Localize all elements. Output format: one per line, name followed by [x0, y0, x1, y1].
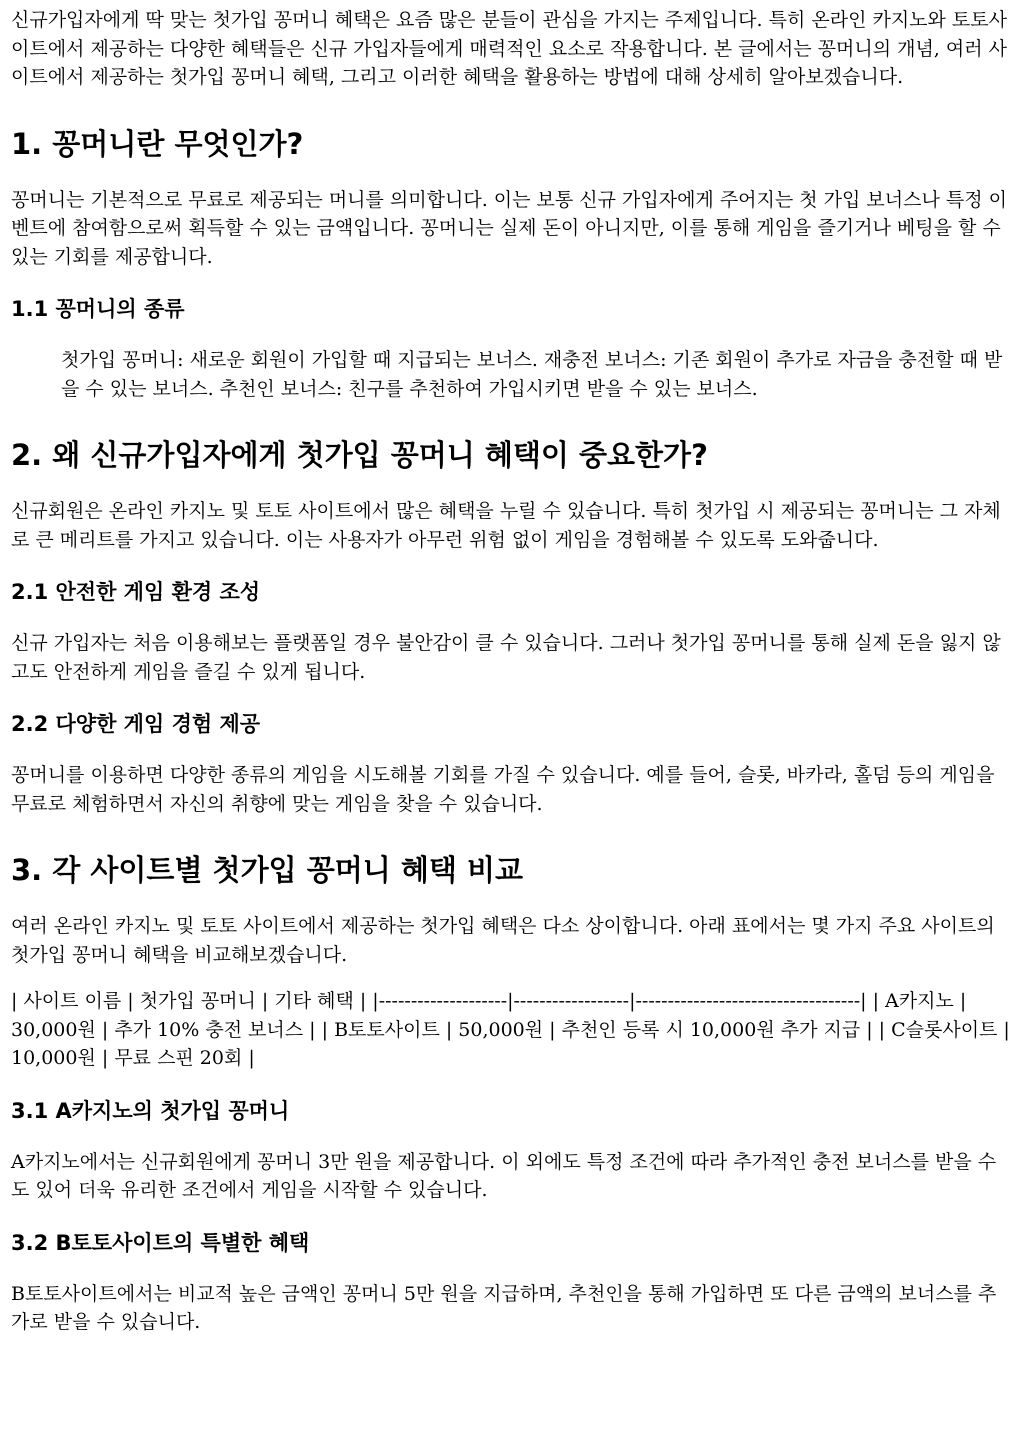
section-2-2-body: 꽁머니를 이용하면 다양한 종류의 게임을 시도해볼 기회를 가질 수 있습니다. 예를 들어, 슬롯, 바카라, 홀덤 등의 게임을 무료로 체험하면서 자신의 취향에 맞는 게임을 찾을 수 있습니다.	[11, 764, 995, 815]
section-3-body: 여러 온라인 카지노 및 토토 사이트에서 제공하는 첫가입 혜택은 다소 상이합니다. 아래 표에서는 몇 가지 주요 사이트의 첫가입 꽁머니 혜택을 비교해보겠습니다.	[11, 915, 995, 966]
section-1-1-heading: 1.1 꽁머니의 종류	[11, 297, 185, 321]
section-2-heading: 2. 왜 신규가입자에게 첫가입 꽁머니 혜택이 중요한가?	[11, 438, 708, 472]
section-3-1-heading: 3.1 A카지노의 첫가입 꽁머니	[11, 1098, 290, 1123]
section-1-heading: 1. 꽁머니란 무엇인가?	[11, 126, 304, 161]
comparison-table-text: | 사이트 이름 | 첫가입 꽁머니 | 기타 혜택 | |--------------------|------------------|-----------------------------------| | A카지노 | 30,000원 | 추가 10% 충전 보너스 | | B토토사이트 | 50,000원 | 추천인 등록 시 10,000원 추가 지급 | | C슬롯사이트 | 10,000원 | 무료 스핀 20회 |	[11, 990, 1010, 1069]
section-3-2-heading: 3.2 B토토사이트의 특별한 혜택	[11, 1230, 310, 1255]
section-2-1-body: 신규 가입자는 처음 이용해보는 플랫폼일 경우 불안감이 클 수 있습니다. 그러나 첫가입 꽁머니를 통해 실제 돈을 잃지 않고도 안전하게 게임을 즐길 수 있게 됩니다.	[11, 632, 1001, 683]
bonus-types-quote: 첫가입 꽁머니: 새로운 회원이 가입할 때 지급되는 보너스. 재충전 보너스: 기존 회원이 추가로 자금을 충전할 때 받을 수 있는 보너스. 추천인 보너스: 친구를 추천하여 가입시키면 받을 수 있는 보너스.	[61, 349, 1003, 400]
section-3-heading: 3. 각 사이트별 첫가입 꽁머니 혜택 비교	[11, 853, 523, 887]
section-2-2-heading: 2.2 다양한 게임 경험 제공	[11, 712, 261, 736]
section-2-1-heading: 2.1 안전한 게임 환경 조성	[11, 580, 261, 604]
section-2-body: 신규회원은 온라인 카지노 및 토토 사이트에서 많은 혜택을 누릴 수 있습니다. 특히 첫가입 시 제공되는 꽁머니는 그 자체로 큰 메리트를 가지고 있습니다. 이는 사용자가 아무런 위험 없이 게임을 경험해볼 수 있도록 도와줍니다.	[11, 500, 1001, 551]
section-1-body: 꽁머니는 기본적으로 무료로 제공되는 머니를 의미합니다. 이는 보통 신규 가입자에게 주어지는 첫 가입 보너스나 특정 이벤트에 참여함으로써 획득할 수 있는 금액입니다. 꽁머니는 실제 돈이 아니지만, 이를 통해 게임을 즐기거나 베팅을 할 수 있는 기회를 제공합니다.	[11, 188, 1007, 268]
section-3-2-body: B토토사이트에서는 비교적 높은 금액인 꽁머니 5만 원을 지급하며, 추천인을 통해 가입하면 또 다른 금액의 보너스를 추가로 받을 수 있습니다.	[11, 1282, 997, 1333]
section-3-1-body: A카지노에서는 신규회원에게 꽁머니 3만 원을 제공합니다. 이 외에도 특정 조건에 따라 추가적인 충전 보너스를 받을 수도 있어 더욱 유리한 조건에서 게임을 시작할 수 있습니다.	[11, 1150, 997, 1201]
intro-paragraph: 신규가입자에게 딱 맞는 첫가입 꽁머니 혜택은 요즘 많은 분들이 관심을 가지는 주제입니다. 특히 온라인 카지노와 토토사이트에서 제공하는 다양한 혜택들은 신규 가입자들에게 매력적인 요소로 작용합니다. 본 글에서는 꽁머니의 개념, 여러 사이트에서 제공하는 첫가입 꽁머니 혜택, 그리고 이러한 혜택을 활용하는 방법에 대해 상세히 알아보겠습니다.	[11, 9, 1007, 88]
